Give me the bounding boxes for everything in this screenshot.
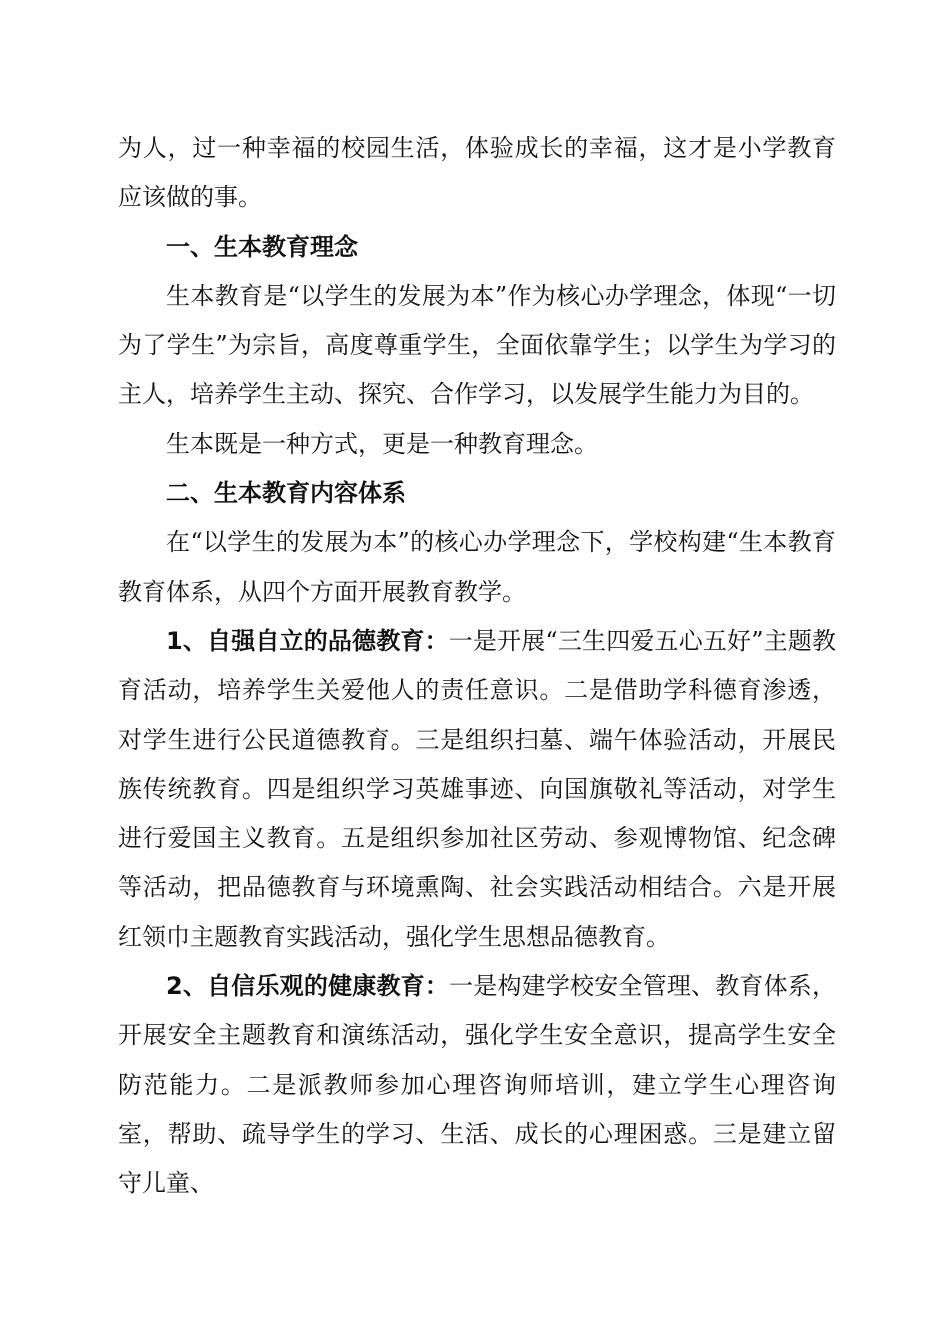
- lead-health-education: 2、自信乐观的健康教育：: [166, 972, 450, 1001]
- paragraph-intro: 为人，过一种幸福的校园生活，体验成长的幸福，这才是小学教育应该做的事。: [118, 134, 836, 212]
- paragraph-content-system: 在“以学生的发展为本”的核心办学理念下，学校构建“生本教育教育体系，从四个方面开展教育教学。: [118, 528, 836, 606]
- paragraph-philosophy: 生本教育是“以学生的发展为本”作为核心办学理念，体现“一切为了学生”为宗旨，高度尊重学生，全面依靠学生；以学生为学习的主人，培养学生主动、探究、合作学习，以发展学生能力为目的。: [118, 281, 836, 409]
- paragraph-philosophy-summary: 生本既是一种方式，更是一种教育理念。: [166, 429, 598, 458]
- text-moral-education: 一是开展“三生四爱五心五好”主题教育活动，培养学生关爱他人的责任意识。二是借助学科德育渗透，对学生进行公民道德教育。三是组织扫墓、端午体验活动，开展民族传统教育。四是组织学习英雄事迹、向国旗敬礼等活动，对学生进行爱国主义教育。五是组织参加社区劳动、参观博物馆、纪念碑等活动，把品德教育与环境熏陶、社会实践活动相结合。六是开展红领巾主题教育实践活动，强化学生思想品德教育。: [118, 626, 836, 951]
- text-health-education: 一是构建学校安全管理、教育体系，开展安全主题教育和演练活动，强化学生安全意识，提高学生安全防范能力。二是派教师参加心理咨询师培训，建立学生心理咨询室，帮助、疏导学生的学习、生活、成长的心理困惑。三是建立留守儿童、: [118, 972, 837, 1198]
- document-body: [118, 124, 836, 1209]
- section-heading-philosophy: 一、生本教育理念: [166, 232, 358, 261]
- paragraph-health-education: [118, 962, 836, 1208]
- paragraph-moral-education: [118, 617, 836, 962]
- lead-moral-education: 1、自强自立的品德教育：: [166, 626, 449, 655]
- section-heading-content-system: 二、生本教育内容体系: [166, 479, 406, 508]
